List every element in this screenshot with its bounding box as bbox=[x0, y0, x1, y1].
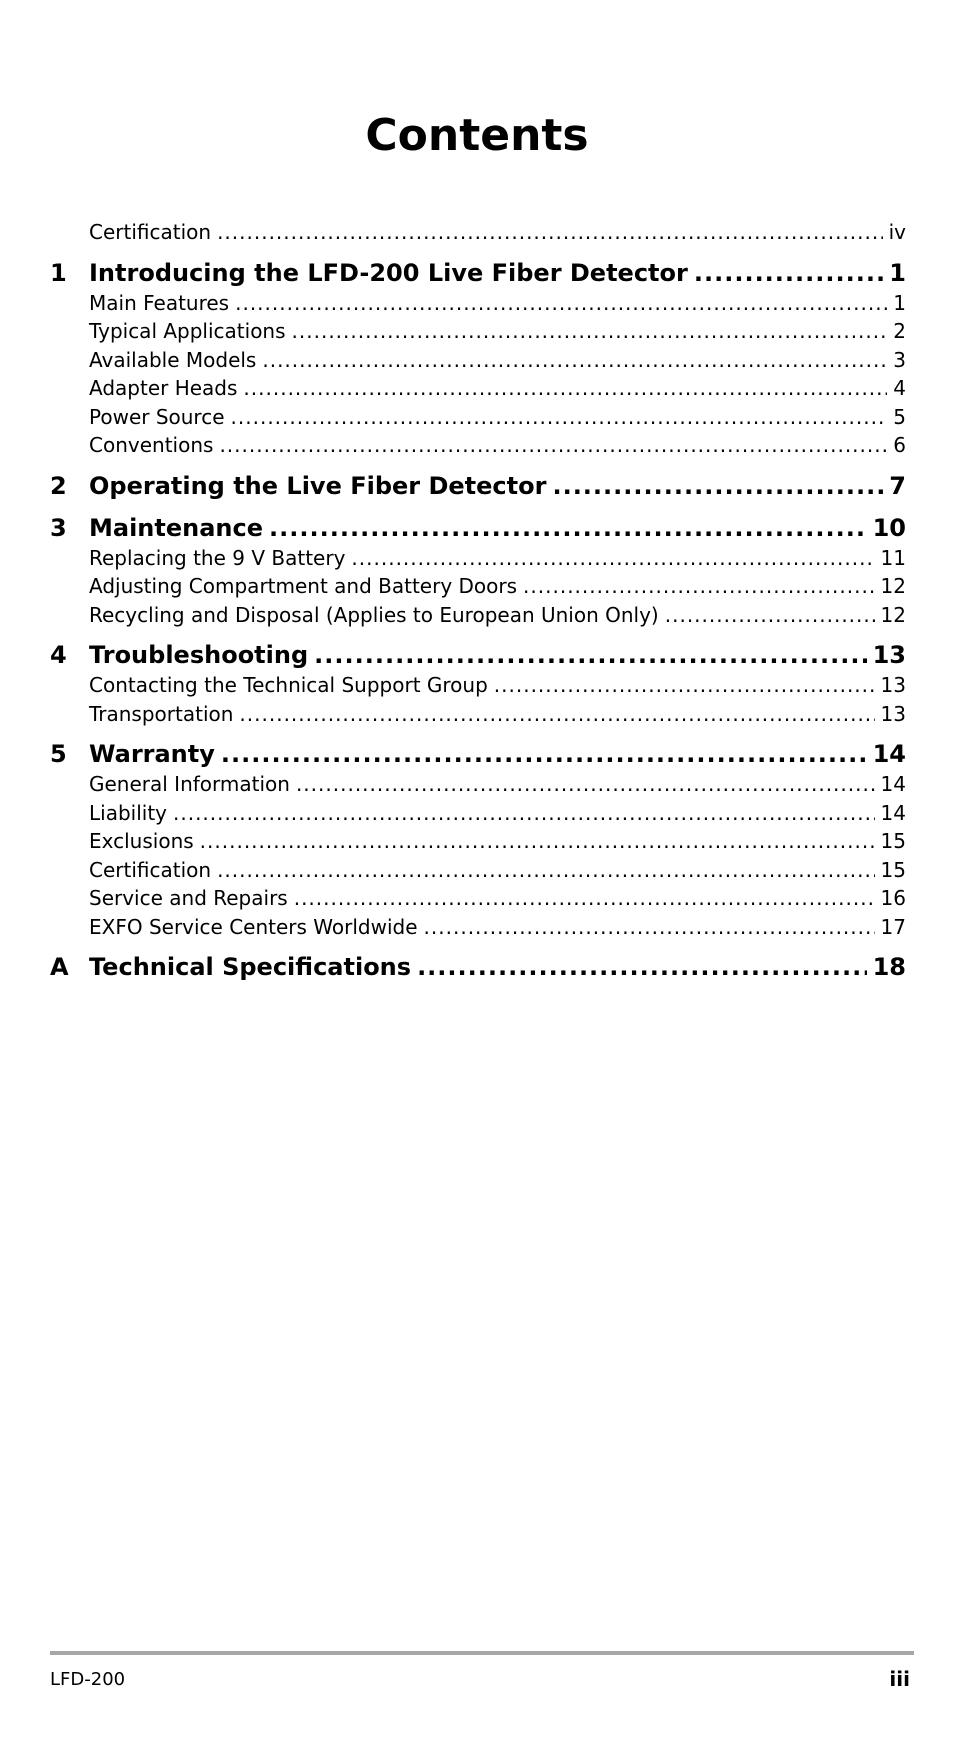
chapter-page: 18 bbox=[872, 953, 906, 981]
footer-page-number: iii bbox=[889, 1667, 910, 1691]
dot-leader bbox=[231, 403, 888, 432]
dot-leader bbox=[314, 639, 866, 671]
page-title: Contents bbox=[365, 110, 589, 161]
section-label: Available Models bbox=[89, 347, 257, 372]
toc-section[interactable] bbox=[50, 431, 906, 460]
section-label: General Information bbox=[89, 772, 290, 796]
footer-rule bbox=[50, 1651, 914, 1655]
toc-section[interactable] bbox=[50, 346, 906, 375]
toc-entry-label: Certification bbox=[89, 220, 212, 244]
toc-section[interactable] bbox=[50, 671, 906, 700]
section-page: 5 bbox=[893, 404, 906, 429]
dot-leader bbox=[200, 827, 875, 856]
section-label: Liability bbox=[89, 800, 167, 825]
dot-leader bbox=[494, 671, 875, 700]
section-page: 17 bbox=[880, 914, 906, 939]
chapter-number: 3 bbox=[50, 513, 67, 542]
section-page: 13 bbox=[880, 701, 906, 726]
dot-leader bbox=[296, 770, 875, 799]
section-page: 3 bbox=[893, 347, 906, 372]
section-page: 2 bbox=[893, 319, 906, 343]
dot-leader bbox=[424, 913, 875, 942]
toc-chapter-3[interactable] bbox=[50, 512, 906, 544]
dot-leader bbox=[217, 218, 883, 247]
toc-section[interactable] bbox=[50, 700, 906, 729]
toc-chapter-2[interactable] bbox=[50, 470, 906, 502]
chapter-number: A bbox=[50, 953, 69, 981]
section-label: Replacing the 9 V Battery bbox=[89, 545, 346, 570]
chapter-title: Troubleshooting bbox=[89, 641, 309, 669]
section-page: 12 bbox=[880, 602, 906, 627]
section-label: Conventions bbox=[89, 433, 214, 457]
chapter-page: 10 bbox=[872, 513, 906, 542]
chapter-number: 5 bbox=[50, 740, 67, 768]
toc-section[interactable] bbox=[50, 289, 906, 318]
section-page: 15 bbox=[880, 857, 906, 882]
section-page: 11 bbox=[880, 545, 906, 570]
dot-leader bbox=[523, 572, 875, 601]
dot-leader bbox=[235, 289, 887, 318]
dot-leader bbox=[665, 601, 875, 630]
toc-section[interactable] bbox=[50, 856, 906, 885]
section-label: Power Source bbox=[89, 404, 225, 429]
dot-leader bbox=[294, 884, 875, 913]
section-page: 16 bbox=[880, 886, 906, 910]
section-label: Transportation bbox=[89, 701, 234, 726]
chapter-page: 1 bbox=[889, 258, 906, 287]
toc-section[interactable] bbox=[50, 403, 906, 432]
dot-leader bbox=[417, 951, 867, 983]
section-label: Adapter Heads bbox=[89, 376, 238, 400]
section-page: 12 bbox=[880, 574, 906, 598]
chapter-title: Operating the Live Fiber Detector bbox=[89, 471, 547, 500]
section-page: 4 bbox=[893, 376, 906, 400]
dot-leader bbox=[292, 317, 888, 346]
toc-section[interactable] bbox=[50, 544, 906, 573]
section-page: 14 bbox=[880, 800, 906, 825]
chapter-page: 13 bbox=[872, 641, 906, 669]
toc-section[interactable] bbox=[50, 374, 906, 403]
toc-section[interactable] bbox=[50, 799, 906, 828]
section-page: 13 bbox=[880, 673, 906, 697]
chapter-title: Introducing the LFD-200 Live Fiber Detector bbox=[89, 258, 688, 287]
section-page: 1 bbox=[893, 290, 906, 315]
table-of-contents bbox=[50, 218, 906, 983]
dot-leader bbox=[221, 738, 867, 770]
section-label: EXFO Service Centers Worldwide bbox=[89, 914, 418, 939]
section-label: Service and Repairs bbox=[89, 886, 288, 910]
chapter-number: 2 bbox=[50, 471, 67, 500]
toc-appendix-a[interactable] bbox=[50, 951, 906, 983]
section-label: Exclusions bbox=[89, 829, 194, 853]
footer-product: LFD-200 bbox=[50, 1669, 126, 1690]
chapter-title: Technical Specifications bbox=[89, 953, 412, 981]
dot-leader bbox=[239, 700, 874, 729]
toc-entry-page: iv bbox=[888, 220, 906, 244]
section-page: 15 bbox=[880, 829, 906, 853]
dot-leader bbox=[173, 799, 875, 828]
toc-chapter-5[interactable] bbox=[50, 738, 906, 770]
dot-leader bbox=[269, 512, 867, 544]
chapter-title: Maintenance bbox=[89, 513, 264, 542]
toc-entry-certification[interactable] bbox=[50, 218, 906, 247]
section-label: Typical Applications bbox=[89, 319, 286, 343]
dot-leader bbox=[219, 431, 887, 460]
section-label: Contacting the Technical Support Group bbox=[89, 673, 488, 697]
section-page: 6 bbox=[893, 433, 906, 457]
section-label: Main Features bbox=[89, 290, 230, 315]
toc-section[interactable] bbox=[50, 884, 906, 913]
section-label: Adjusting Compartment and Battery Doors bbox=[89, 574, 518, 598]
toc-chapter-4[interactable] bbox=[50, 639, 906, 671]
toc-section[interactable] bbox=[50, 770, 906, 799]
toc-section[interactable] bbox=[50, 317, 906, 346]
dot-leader bbox=[552, 470, 883, 502]
chapter-number: 1 bbox=[50, 258, 67, 287]
dot-leader bbox=[694, 257, 883, 289]
chapter-page: 14 bbox=[872, 740, 906, 768]
toc-section[interactable] bbox=[50, 572, 906, 601]
section-page: 14 bbox=[880, 772, 906, 796]
dot-leader bbox=[217, 856, 874, 885]
toc-section[interactable] bbox=[50, 601, 906, 630]
section-label: Recycling and Disposal (Applies to European Union Only) bbox=[89, 602, 659, 627]
toc-section[interactable] bbox=[50, 913, 906, 942]
chapter-title: Warranty bbox=[89, 740, 215, 768]
dot-leader bbox=[351, 544, 874, 573]
dot-leader bbox=[243, 374, 887, 403]
section-label: Certification bbox=[89, 857, 212, 882]
chapter-number: 4 bbox=[50, 641, 67, 669]
toc-section[interactable] bbox=[50, 827, 906, 856]
toc-chapter-1[interactable] bbox=[50, 257, 906, 289]
dot-leader bbox=[262, 346, 887, 375]
chapter-page: 7 bbox=[889, 471, 906, 500]
